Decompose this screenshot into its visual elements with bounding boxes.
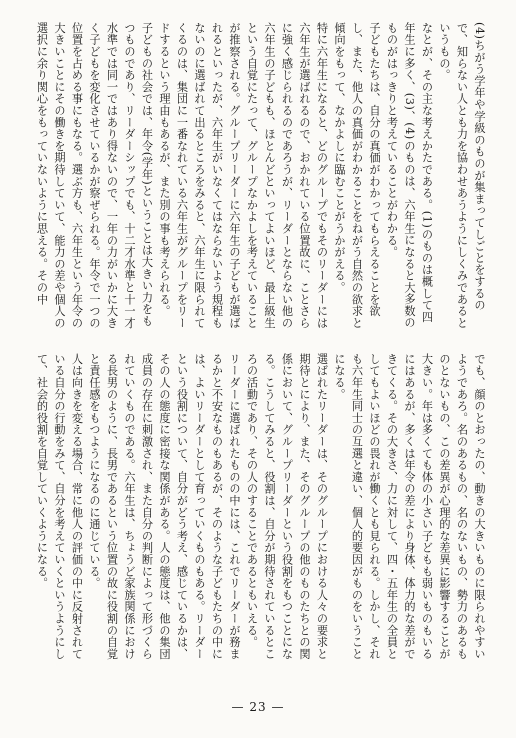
paragraph: 人は向きを変える場合、常に他人の評価の中に反射されている自分の行動をみて、自分を考えていくというようにして、社会的役割を自覚していくようになる。 [35, 353, 84, 660]
paragraph: リーダーに選ばれたものの中には、これでリーダーが務まるかと不安なものもあるが、そのような子どもたちの中には、よいリーダーとして育っていくものもある。リーダーという役割について、自分がどう考え、感じているかは、その人の態度に密接な関係がある。人の態度は、他の集団成員の存在に刺激され、また自分の判断によって形づくられていくものである。六年生は、ちょうど家族関係における長男のように、長男であるという位置の故に役割の自覚と責任感をもつようになるのに通じている。 [88, 353, 241, 660]
paragraph: 選ばれたリーダーは、そのグループにおける人々の要求と期待とにより、また、そのグループの他のものたちとの関係において、グループリーダーという役割をもつことになる。こうしてみると、役割は、自分が期待されているところの活動であり、その人のすることであるともいえる。 [245, 353, 329, 660]
paragraph: 子どもたちは、自分の真価がわかってもらえることを欲し、また、他人の真価がわかることをねがう自然の欲求と傾向をもって、なかよしに臨むことがうかがえる。 [333, 22, 381, 329]
page-number: — 23 — [231, 700, 285, 714]
paragraph: (4)ちがう学年や学級のものが集まってしごとをするので、知らない人とも力を協わせあうようにしくみであるというもの。 [438, 22, 486, 329]
lower-text-block [10, 353, 488, 671]
paragraph: なとが、その主な考えかたである。(1)のものは概して四年生に多く、(3)、(4)のものは、六年生になると大多数のものがはっきりと考えていることがわかる。 [385, 22, 434, 329]
paragraph: でも、顔のとおったの、動きの大きいものに限られやすいようであろ。名のあるもの、名のないもの、勢力のあるものとないもの、この差異が心理的な差異に影響することが大きい。年は多くても体の小さい子どもも弱いものもいるにはあるが、多くは年令の差により身体、体力的な差ができてくる。その大きさ、力に対して、四・五年生の全員としてもよいほどの畏れが働くとも見られる。しかし、それも六年生同士の互選と違い、個人的要因がものをいうことになる。 [333, 353, 486, 660]
upper-text-block [10, 22, 488, 333]
paragraph: 特に六年生になると、どのグループでもそのリーダーには六年生が選ばれるので、おかれている位置故に、ことさらに強く感じられるのであろうが、リーダーとならない他の六年生の子どもも、ほとんどといってよいほど、最上級生という自覚にたって、グループなかよしを考えていることが推察される。グループリーダーに六年生の子どもが選ばれるといったが、六年生がいなくてはならないよう規程もないのに選ばれて出るところをみると、六年生に限られてくるのは、集団に一番なれている六年生がグループをリードするという理由もあるが、また別の事も考えられる。 [158, 22, 329, 329]
paragraph: 子どもの社会では、年令(学年)ということは大きい力をもつものであり、リーダーシップでも、十二才水準と十一才水準では同一ではあり得ないので、一年の力がいかに大きく子どもを変化させているかが察ぜられる。年令で一つの位置を占める事にもなる。選ぶ方も、六年生という年令の大きいことにその働きを期待していて、能力の差や個人の選択に余り関心をもっていないように思える。その中 [35, 22, 154, 329]
